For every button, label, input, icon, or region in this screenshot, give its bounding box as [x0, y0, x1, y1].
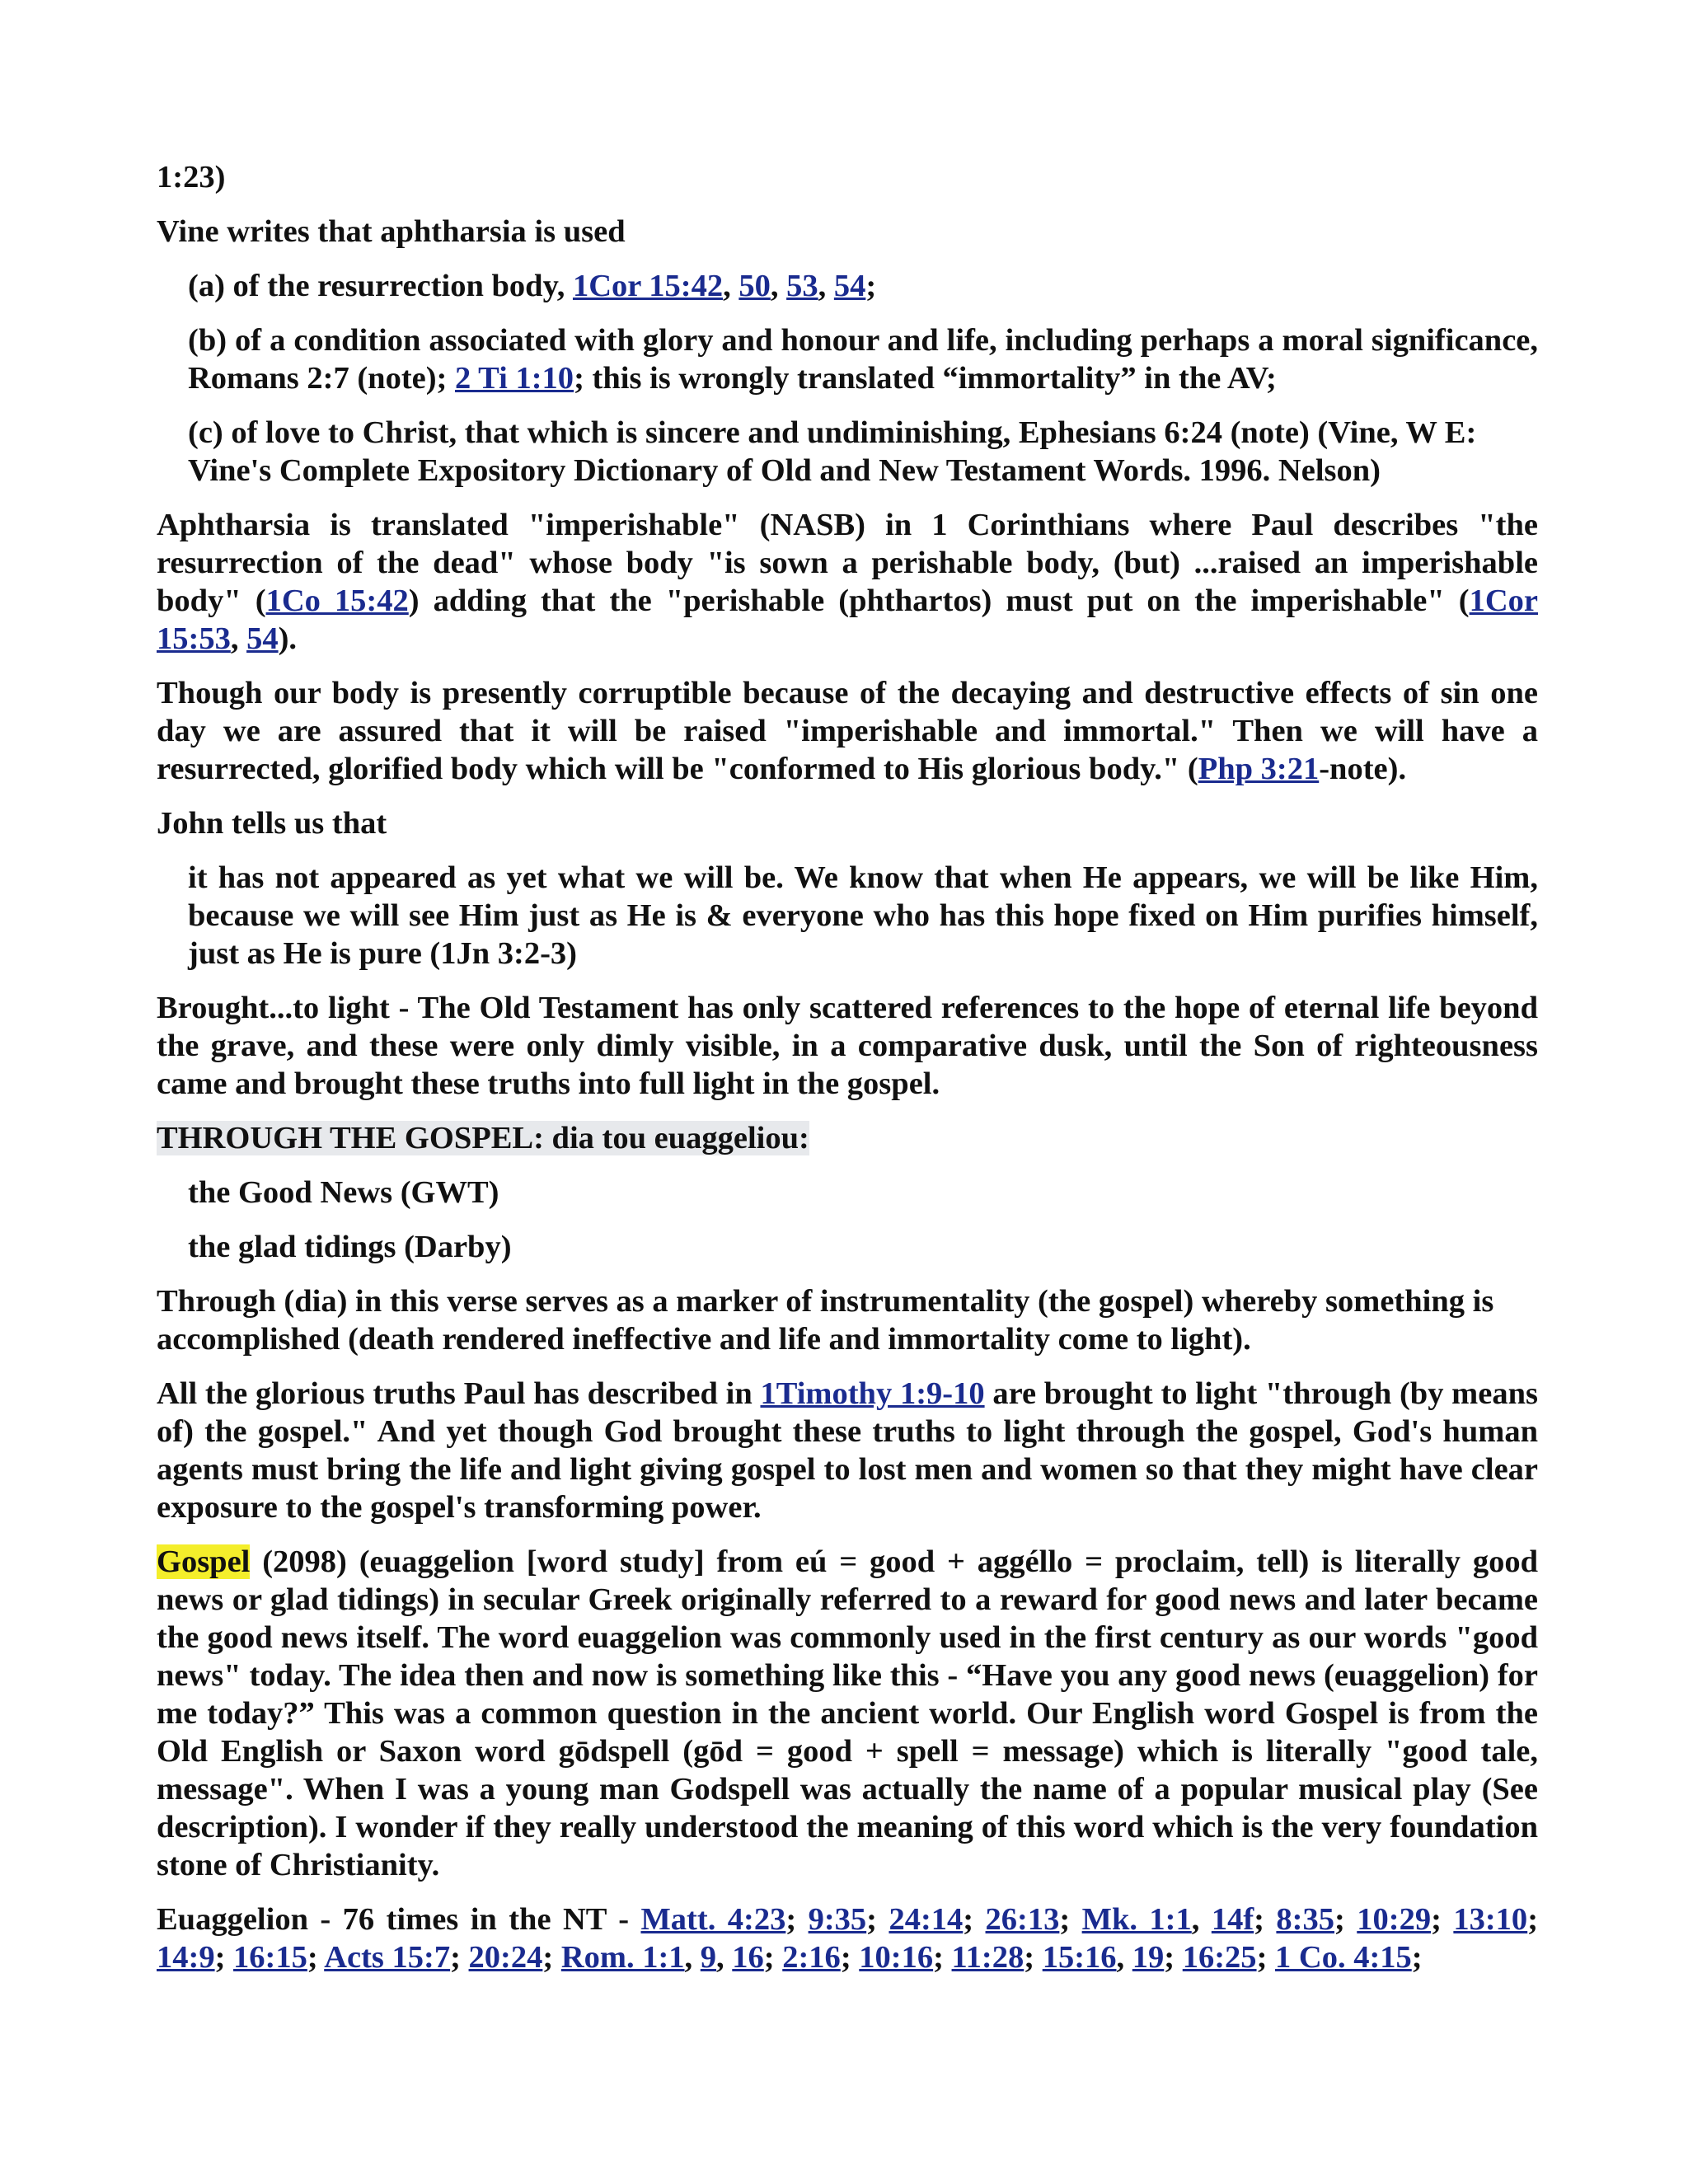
- link-verse-54[interactable]: 54: [833, 269, 866, 303]
- link-1co-15-42[interactable]: 1Co 15:42: [265, 583, 409, 618]
- scripture-ref-link[interactable]: 8:35: [1276, 1902, 1334, 1937]
- scripture-ref-link[interactable]: 14f: [1211, 1902, 1254, 1937]
- paragraph-vine-intro: Vine writes that aphtharsia is used: [157, 214, 626, 249]
- scripture-ref-link[interactable]: 1 Co. 4:15: [1275, 1940, 1412, 1975]
- paragraph-aphtharsia: [157, 506, 1538, 658]
- ref-separator: ;: [542, 1940, 561, 1975]
- text-span: ; this is wrongly translated “immortality” in the AV;: [574, 361, 1277, 396]
- ref-separator: ;: [1024, 1940, 1043, 1975]
- scripture-ref-link[interactable]: Acts 15:7: [324, 1940, 451, 1975]
- scripture-ref-link[interactable]: 16:25: [1182, 1940, 1257, 1975]
- scripture-ref-link[interactable]: 11:28: [951, 1940, 1025, 1975]
- ref-separator: ;: [450, 1940, 469, 1975]
- scripture-ref-link[interactable]: 24:14: [889, 1902, 964, 1937]
- word-highlight-gospel: Gospel: [157, 1544, 251, 1579]
- paragraph-usage-b: [188, 321, 1538, 397]
- paragraph-euaggelion-refs: [157, 1900, 1538, 1976]
- scripture-ref-link[interactable]: 9:35: [808, 1902, 867, 1937]
- heading-highlight: THROUGH THE GOSPEL: dia tou euaggeliou:: [157, 1121, 809, 1155]
- ref-separator: ;: [866, 1902, 889, 1937]
- translation-gwt: the Good News (GWT): [188, 1175, 499, 1210]
- ref-separator: ;: [307, 1940, 325, 1975]
- paragraph-usage-a: [188, 267, 1538, 305]
- ref-separator: ,: [1191, 1902, 1212, 1937]
- text-span: ,: [770, 269, 787, 303]
- ref-separator: ;: [1431, 1902, 1454, 1937]
- ref-separator: ;: [840, 1940, 860, 1975]
- ref-separator: ;: [785, 1902, 809, 1937]
- text-span: ,: [230, 621, 247, 656]
- paragraph-corruptible-body: [157, 674, 1538, 788]
- quote-1jn-3-2: it has not appeared as yet what we will be. We know that when He appears, we will be like Him, because we will see Him just as He is & everyone who has this hope fixed on Him purifies himself, just as He is pure (1Jn 3:2-3): [188, 860, 1538, 971]
- text-span: ,: [818, 269, 834, 303]
- ref-separator: ;: [1164, 1940, 1183, 1975]
- text-span: Aphtharsia is translated "imperishable" (NASB) in 1 Corinthians where Paul describes "the resurrection of the dead" whose body "is sown a perishable body, (but) ...raised an imperishable body" (: [157, 508, 1538, 618]
- text-span: ).: [278, 621, 298, 656]
- link-verse-50[interactable]: 50: [738, 269, 771, 303]
- scripture-ref-link[interactable]: 26:13: [985, 1902, 1060, 1937]
- link-verse-53[interactable]: 53: [786, 269, 818, 303]
- text-span: -note).: [1319, 752, 1407, 786]
- scripture-ref-link[interactable]: Mk. 1:1: [1081, 1902, 1192, 1937]
- text-span: Euaggelion - 76 times in the NT -: [157, 1902, 641, 1937]
- scripture-ref-link[interactable]: Rom. 1:1: [560, 1940, 685, 1975]
- scripture-ref-link[interactable]: 14:9: [157, 1940, 215, 1975]
- translation-darby: the glad tidings (Darby): [188, 1230, 512, 1264]
- paragraph-verse-ref: 1:23): [157, 160, 226, 194]
- ref-separator: ;: [933, 1940, 952, 1975]
- ref-separator: ,: [716, 1940, 733, 1975]
- scripture-ref-link[interactable]: 16:15: [233, 1940, 307, 1975]
- ref-separator: ;: [1411, 1940, 1423, 1975]
- paragraph-glorious-truths: [157, 1375, 1538, 1526]
- ref-separator: ,: [1116, 1940, 1132, 1975]
- scripture-ref-link[interactable]: 13:10: [1453, 1902, 1528, 1937]
- link-1timothy-1-9[interactable]: 1Timothy 1:9-10: [760, 1376, 985, 1411]
- ref-separator: ,: [684, 1940, 701, 1975]
- section-heading: [157, 1119, 1538, 1157]
- paragraph-john-intro: John tells us that: [157, 806, 387, 841]
- ref-separator: ;: [1254, 1902, 1277, 1937]
- text-span: ,: [723, 269, 739, 303]
- link-verse-54b[interactable]: 54: [246, 621, 279, 656]
- scripture-ref-link[interactable]: 19: [1132, 1940, 1165, 1975]
- text-span: All the glorious truths Paul has described in: [157, 1376, 761, 1411]
- text-span: ;: [865, 269, 877, 303]
- link-1cor-15-42[interactable]: 1Cor 15:42: [572, 269, 724, 303]
- ref-separator: ;: [763, 1940, 783, 1975]
- scripture-ref-link[interactable]: 10:16: [859, 1940, 934, 1975]
- text-span: (b) of a condition associated with glory and honour and life, including perhaps a moral significance, Romans 2:7 (note);: [188, 323, 1538, 396]
- paragraph-usage-c: (c) of love to Christ, that which is sincere and undiminishing, Ephesians 6:24 (note) (Vine, W E: Vine's Complete Expository Dictionary of Old and New Testament Words. 1996. Nelson): [188, 415, 1477, 488]
- scripture-ref-link[interactable]: 9: [700, 1940, 717, 1975]
- ref-separator: ;: [1059, 1902, 1082, 1937]
- ref-separator: ;: [214, 1940, 234, 1975]
- scripture-ref-link[interactable]: 15:16: [1042, 1940, 1117, 1975]
- text-span: ) adding that the "perishable (phthartos) must put on the imperishable" (: [408, 583, 1470, 618]
- paragraph-gospel-definition: [157, 1543, 1538, 1884]
- text-span: (a) of the resurrection body,: [188, 269, 573, 303]
- scripture-ref-link[interactable]: Matt. 4:23: [640, 1902, 786, 1937]
- ref-separator: ;: [1527, 1902, 1539, 1937]
- scripture-ref-link[interactable]: 20:24: [468, 1940, 543, 1975]
- paragraph-through-dia: Through (dia) in this verse serves as a marker of instrumentality (the gospel) whereby something is accomplished (death rendered ineffective and life and immortality come to light).: [157, 1284, 1494, 1357]
- ref-separator: ;: [1334, 1902, 1357, 1937]
- scripture-ref-link[interactable]: 2:16: [782, 1940, 841, 1975]
- ref-separator: ;: [963, 1902, 986, 1937]
- link-1cor-15-53[interactable]: 1Cor 15:53: [157, 583, 1539, 656]
- paragraph-brought-to-light: Brought...to light - The Old Testament has only scattered references to the hope of eternal life beyond the grave, and these were only dimly visible, in a comparative dusk, until the Son of righteousness came and brought these truths into full light in the gospel.: [157, 991, 1538, 1101]
- text-span: Though our body is presently corruptible because of the decaying and destructive effects of sin one day we are assured that it will be raised "imperishable and immortal." Then we will have a resurrected, glorified body which will be "conformed to His glorious body." (: [157, 676, 1538, 786]
- link-php-3-21[interactable]: Php 3:21: [1198, 752, 1320, 786]
- link-2ti-1-10[interactable]: 2 Ti 1:10: [455, 361, 574, 396]
- text-span: (2098) (euaggelion [word study] from eú = good + aggéllo = proclaim, tell) is literally good news or glad tidings) in secular Greek originally referred to a reward for good news and later became the good news itself. The word euaggelion was commonly used in the first century as our words "good news" today. The idea then and now is something like this - “Have you any good news (euaggelion) for me today?” This was a common question in the ancient world. Our English word Gospel is from the Old English or Saxon word gōdspell (gōd = good + spell = message) which is literally "good tale, message". When I was a young man Godspell was actually the name of a popular musical play (See description). I wonder if they really understood the meaning of this word which is the very foundation stone of Christianity.: [157, 1544, 1538, 1882]
- scripture-ref-link[interactable]: 10:29: [1357, 1902, 1432, 1937]
- ref-separator: ;: [1256, 1940, 1276, 1975]
- scripture-ref-link[interactable]: 16: [732, 1940, 764, 1975]
- text-span: are brought to light "through (by means of) the gospel." And yet though God brought these truths to light through the gospel, God's human agents must bring the life and light giving gospel to lost men and women so that they might have clear exposure to the gospel's transforming power.: [157, 1376, 1538, 1525]
